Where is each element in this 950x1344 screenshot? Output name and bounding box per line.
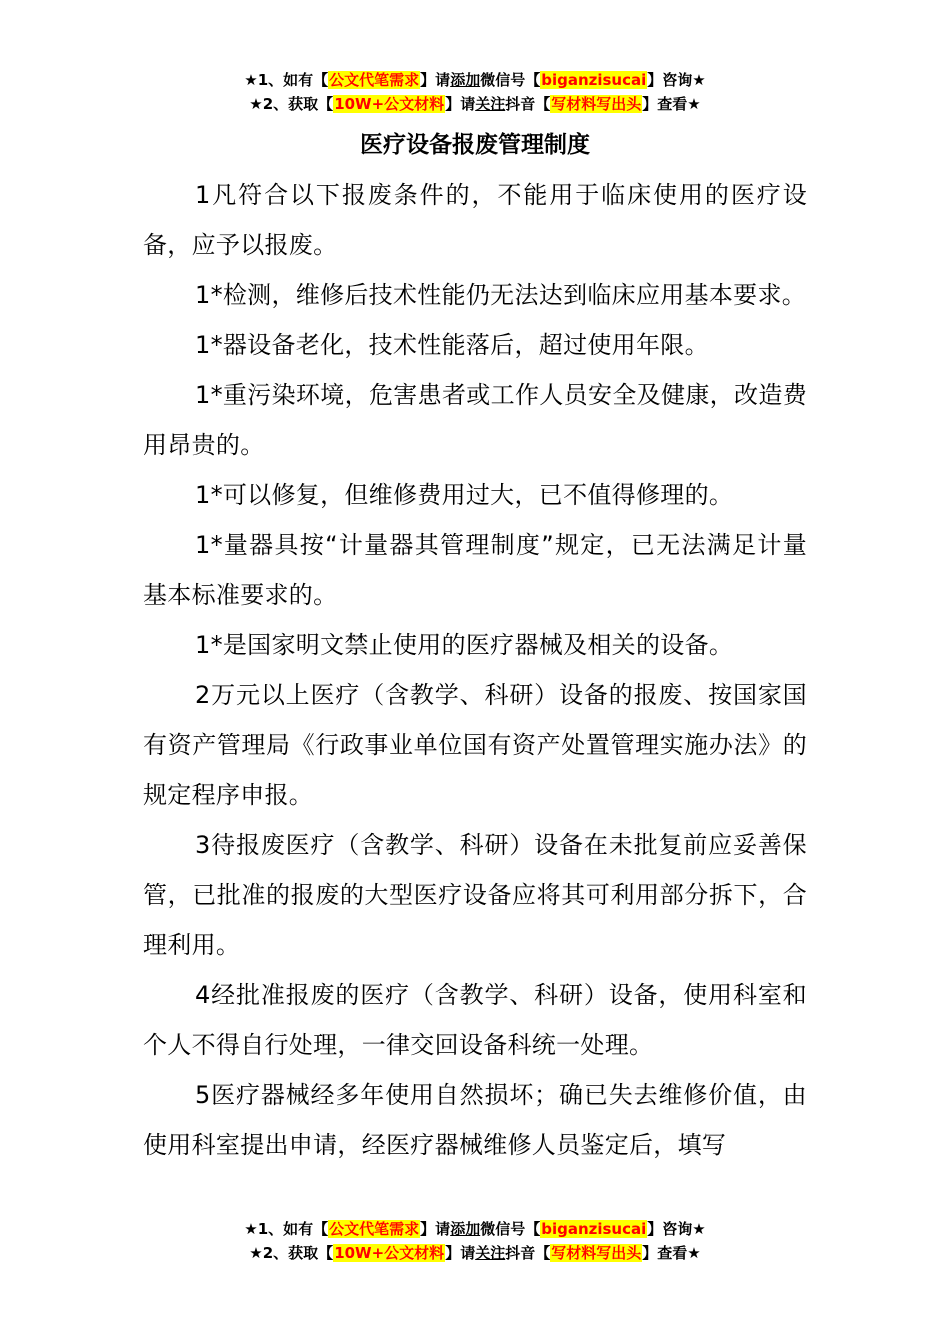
notice-highlight: 公文代笔需求 xyxy=(329,71,420,89)
notice-suffix: 】查看★ xyxy=(642,1244,701,1262)
notice-line-2 xyxy=(0,1242,950,1266)
footer-notice xyxy=(0,1218,950,1266)
document-title: 医疗设备报废管理制度 xyxy=(360,132,590,158)
wechat-id-highlight: biganzisucai xyxy=(541,71,647,89)
douyin-id-highlight: 写材料写出头 xyxy=(551,1244,642,1262)
notice-highlight: 10W+公文材料 xyxy=(334,1244,445,1262)
notice-prefix: ★2、获取【 xyxy=(249,95,334,113)
notice-text: 微信号【 xyxy=(480,71,541,89)
header-notice xyxy=(0,69,950,117)
notice-suffix: 】咨询★ xyxy=(647,1220,706,1238)
notice-highlight: 公文代笔需求 xyxy=(329,1220,420,1238)
notice-highlight: 10W+公文材料 xyxy=(334,95,445,113)
paragraph-3: 1*器设备老化，技术性能落后，超过使用年限。 xyxy=(195,331,709,359)
notice-text: 抖音【 xyxy=(505,95,551,113)
notice-emphasis: 添加 xyxy=(450,1220,481,1238)
notice-prefix: ★1、如有【 xyxy=(244,71,329,89)
notice-emphasis: 添加 xyxy=(450,71,481,89)
paragraph-1: 1凡符合以下报废条件的，不能用于临床使用的医疗设备，应予以报废。 xyxy=(143,181,807,259)
paragraph-11: 5医疗器械经多年使用自然损坏；确已失去维修价值，由使用科室提出申请，经医疗器械维修人员鉴定后，填写 xyxy=(143,1081,807,1159)
paragraph-7: 1*是国家明文禁止使用的医疗器械及相关的设备。 xyxy=(195,631,734,659)
paragraph-9: 3待报废医疗（含教学、科研）设备在未批复前应妥善保管，已批准的报废的大型医疗设备应将其可利用部分拆下，合理利用。 xyxy=(143,831,807,959)
notice-prefix: ★2、获取【 xyxy=(249,1244,334,1262)
document-body xyxy=(143,170,807,1170)
paragraph-5: 1*可以修复，但维修费用过大，已不值得修理的。 xyxy=(195,481,734,509)
notice-line-1 xyxy=(0,1218,950,1242)
notice-text: 】请 xyxy=(445,1244,476,1262)
paragraph-2: 1*检测，维修后技术性能仍无法达到临床应用基本要求。 xyxy=(195,281,807,309)
paragraph-10: 4经批准报废的医疗（含教学、科研）设备，使用科室和个人不得自行处理，一律交回设备科统一处理。 xyxy=(143,981,807,1059)
notice-text: 】请 xyxy=(445,95,476,113)
notice-line-2 xyxy=(0,93,950,117)
wechat-id-highlight: biganzisucai xyxy=(541,1220,647,1238)
paragraph-4: 1*重污染环境，危害患者或工作人员安全及健康，改造费用昂贵的。 xyxy=(143,381,807,459)
notice-text: 抖音【 xyxy=(505,1244,551,1262)
notice-emphasis: 关注 xyxy=(475,1244,506,1262)
notice-line-1 xyxy=(0,69,950,93)
notice-text: 】请 xyxy=(420,71,451,89)
notice-text: 微信号【 xyxy=(480,1220,541,1238)
notice-suffix: 】查看★ xyxy=(642,95,701,113)
douyin-id-highlight: 写材料写出头 xyxy=(551,95,642,113)
notice-emphasis: 关注 xyxy=(475,95,506,113)
notice-suffix: 】咨询★ xyxy=(647,71,706,89)
notice-text: 】请 xyxy=(420,1220,451,1238)
notice-prefix: ★1、如有【 xyxy=(244,1220,329,1238)
paragraph-6: 1*量器具按“计量器其管理制度”规定，已无法满足计量基本标准要求的。 xyxy=(143,531,807,609)
paragraph-8: 2万元以上医疗（含教学、科研）设备的报废、按国家国有资产管理局《行政事业单位国有资产处置管理实施办法》的规定程序申报。 xyxy=(143,681,807,809)
